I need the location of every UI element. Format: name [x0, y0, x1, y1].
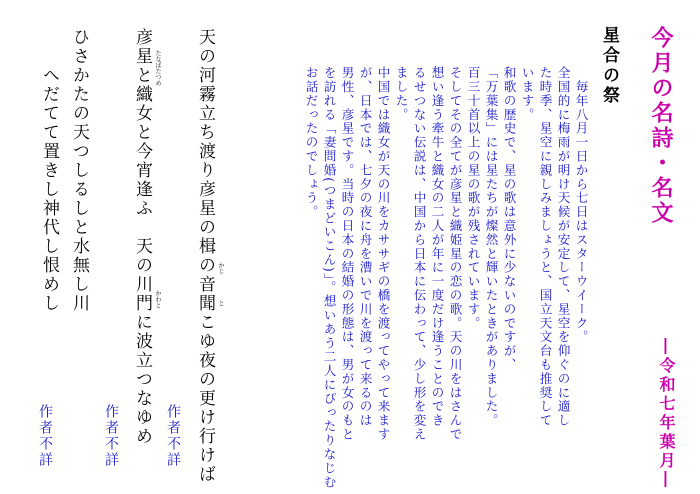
essay-line: るせつない伝説は、中国から日本に伝わって、少し形を変え — [411, 66, 427, 442]
poem-3-author: 作者不詳 — [37, 404, 53, 468]
essay-line: ました。 — [393, 66, 409, 122]
poem-2-author: 作者不詳 — [103, 404, 119, 468]
poem-1-line: 天の河霧立ち渡り彦星の楫の音聞こゆ夜の更け行けば — [195, 28, 215, 484]
essay-line: 想い逢う牽牛と織女の二人が年に一度だけ逢うことのでき — [429, 66, 445, 428]
essay-line: 「万葉集」には星たちが燦然と輝いたときがありました。 — [483, 66, 499, 428]
poem-3-line: ひさかたの天つしるしと水無し川 — [69, 28, 89, 313]
essay-line: そしてその全てが彦星と織姫星の恋の歌。天の川をはさんで — [447, 66, 463, 442]
poem-2-ruby: たなばたつめ — [154, 50, 161, 86]
essay-line: 百三十首以上の星の歌が残されています。 — [465, 66, 481, 331]
essay-line: お話だったのでしょう。 — [303, 66, 319, 219]
issue-date: ―令和七年葉月― — [657, 338, 676, 490]
essay-line: が、日本では、七夕の夜に舟を漕いで川を渡って来るのは — [357, 66, 373, 428]
essay-line: います。 — [519, 66, 535, 122]
essay-line: を訪れる「妻問婚(つまどいこん)」。想いあう二人にぴったりなじむ — [321, 66, 337, 490]
essay-line: 中国では織女が天の川をカササギの橋を渡ってやって来ます — [375, 66, 391, 442]
essay-line: 毎年八月一日から七日はスターウイーク。 — [573, 66, 589, 344]
poem-2-line: 彦星と織女と今宵逢ふ 天の川門に波立つなゆめ — [132, 28, 152, 446]
essay-title: 星合の祭 — [599, 26, 619, 106]
poem-3-line: へだてて置きし神代し恨めし — [39, 28, 59, 313]
essay-line: 和歌の歴史で、星の歌は意外に少ないのですが、 — [501, 66, 517, 372]
page-title: 今月の名詩・名文 — [648, 26, 674, 226]
poem-1-ruby: と — [217, 300, 224, 306]
essay-line: た時季、星空に親しみましょうと、国立天文台も推奨して — [537, 66, 553, 428]
essay-line: 全国的に梅雨が明け天候が安定して、星空を仰ぐのに適し — [555, 66, 571, 428]
poem-2-ruby: かわと — [154, 290, 161, 308]
essay-line: 男性、彦星です。当時の日本の結婚の形態は、男が女のもと — [339, 66, 355, 442]
poem-1-author: 作者不詳 — [165, 404, 181, 468]
poem-1-ruby: かじ — [217, 262, 224, 274]
